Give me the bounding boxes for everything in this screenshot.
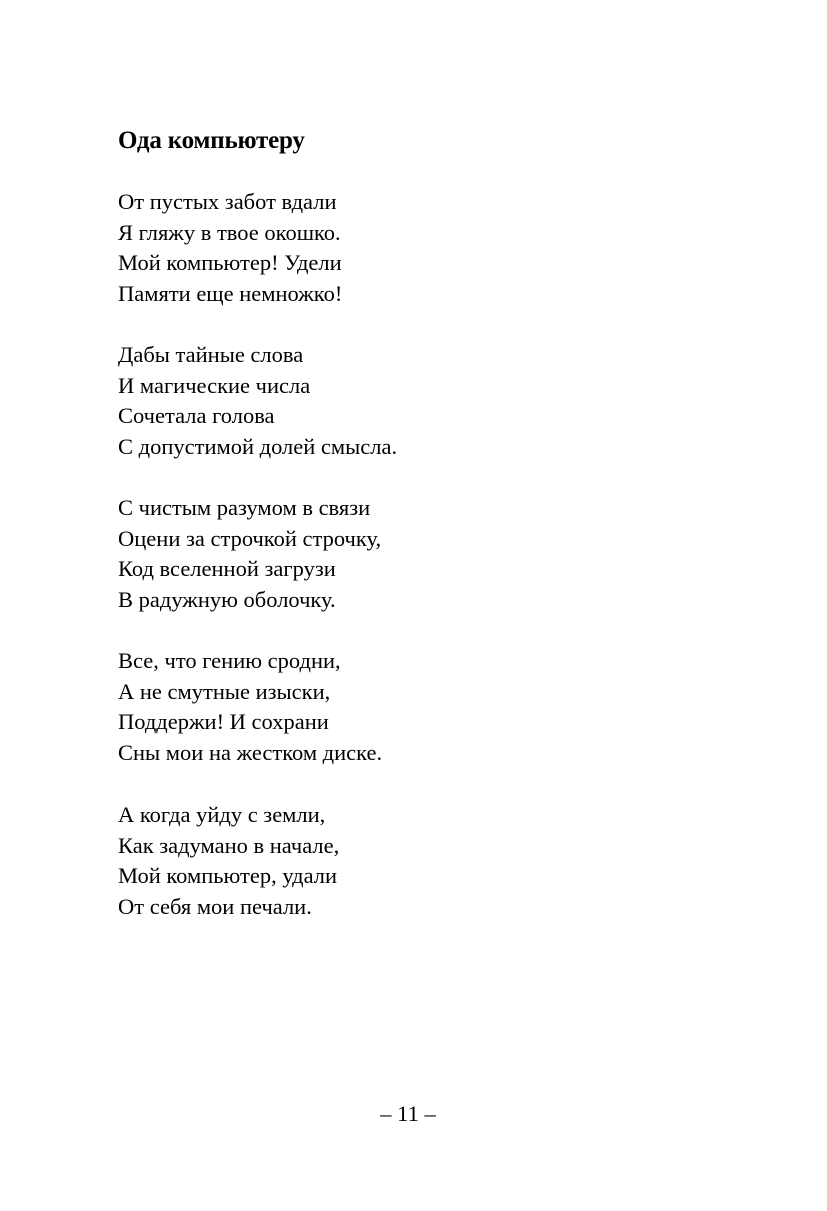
poem-line: Дабы тайные слова <box>118 342 304 367</box>
poem-line: Мой компьютер! Удели <box>118 250 342 276</box>
poem-line: А когда уйду с земли, <box>118 802 326 827</box>
poem-line: Поддержи! И сохрани <box>118 709 329 735</box>
poem-line: С допустимой долей смысла. <box>118 434 398 460</box>
stanza-2 <box>118 340 397 463</box>
poem-line: Как задумано в начале, <box>118 832 340 858</box>
poem-line: От пустых забот вдали <box>118 189 337 214</box>
poem-line: Код вселенной загрузи <box>118 556 336 582</box>
poem-line: Сны мои на жестком диске. <box>118 740 383 766</box>
poem-line: Я гляжу в твое окошко. <box>118 219 341 245</box>
poem-line: А не смутные изыски, <box>118 678 331 704</box>
poem-line: Мой компьютер, удали <box>118 863 338 889</box>
stanza-4 <box>118 646 382 769</box>
poem-line: И магические числа <box>118 372 311 398</box>
poem-title: Ода компьютеру <box>118 127 305 154</box>
page-number: – 11 – <box>380 1101 436 1126</box>
poem-line: С чистым разумом в связи <box>118 495 371 520</box>
stanza-1 <box>118 187 342 310</box>
poem-line: От себя мои печали. <box>118 894 312 920</box>
poem-line: Все, что гению сродни, <box>118 648 341 673</box>
poem-line: Сочетала голова <box>118 403 275 429</box>
poem-line: Памяти еще немножко! <box>118 281 343 307</box>
poem-line: В радужную оболочку. <box>118 587 336 613</box>
stanza-3 <box>118 493 381 616</box>
poem-line: Оцени за строчкой строчку, <box>118 525 382 551</box>
stanza-5 <box>118 800 339 923</box>
